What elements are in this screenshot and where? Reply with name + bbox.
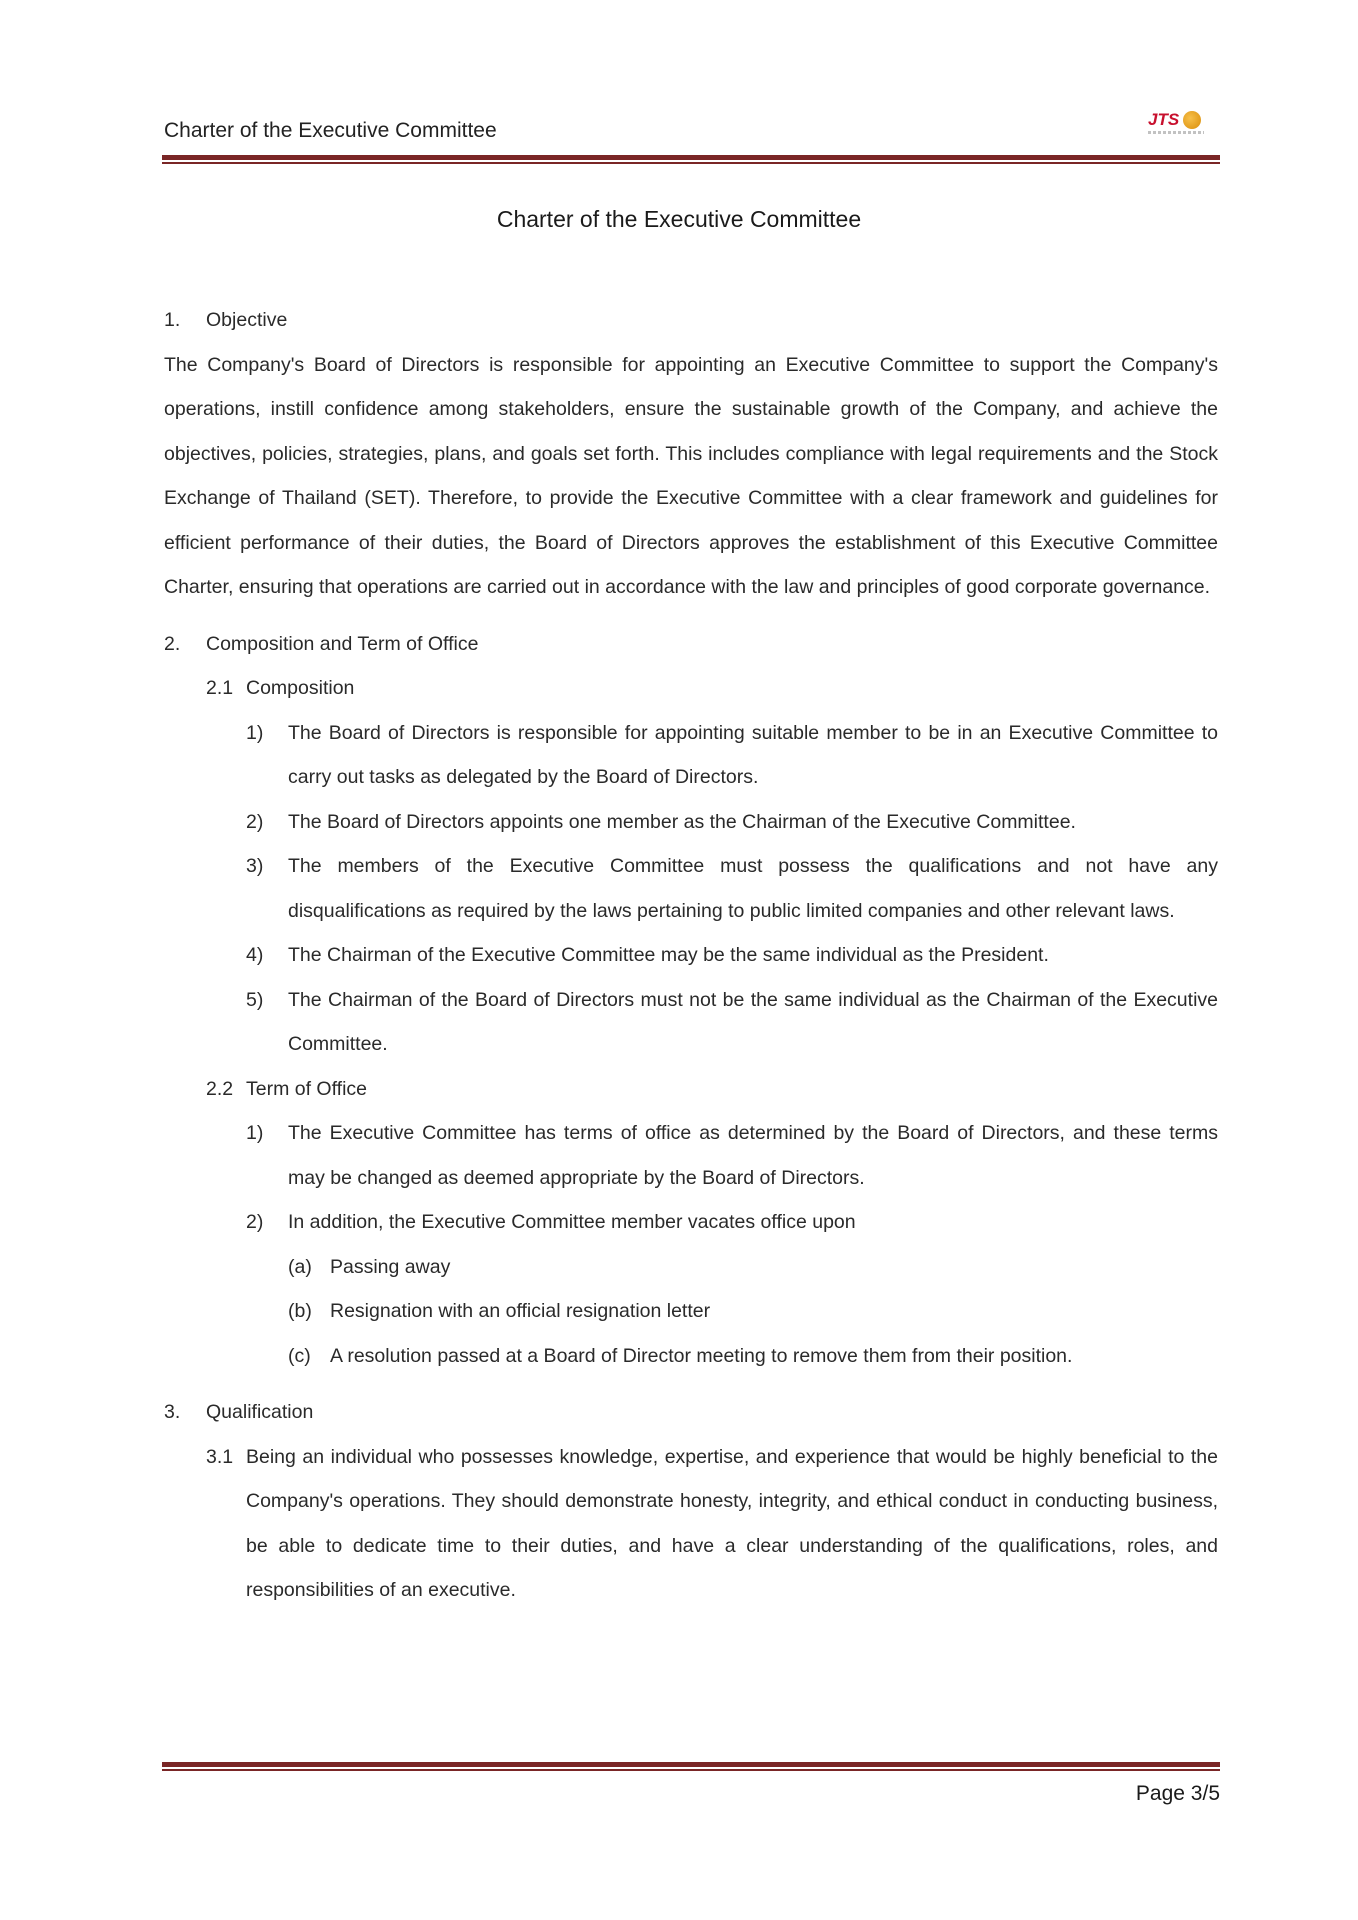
list-item-text: In addition, the Executive Committee member vacates office upon [288, 1211, 856, 1233]
list-item-text: The Executive Committee has terms of office as determined by the Board of Directors, and these terms may be changed as deemed appropriate by the Board of Directors. [288, 1122, 1218, 1189]
subsection-heading [206, 666, 1218, 711]
logo-text: JTS [1148, 110, 1180, 129]
logo-emblem-icon [1183, 111, 1201, 129]
list-item-text: The Chairman of the Executive Committee may be the same individual as the President. [288, 944, 1049, 966]
subsection-composition [206, 666, 1218, 711]
list-item-number: 2) [246, 810, 264, 833]
section-objective [164, 298, 1218, 610]
document-body [164, 298, 1218, 1625]
nested-list-item-text: Resignation with an official resignation letter [330, 1300, 711, 1322]
header-rule [162, 155, 1220, 164]
section-title: Objective [206, 309, 288, 331]
list-item-number: 2) [246, 1211, 264, 1233]
subsection-number: 2.2 [206, 1077, 234, 1100]
list-item-number: 4) [246, 944, 264, 966]
list-item [246, 933, 1218, 978]
nested-list-item-letter: (a) [288, 1255, 312, 1278]
section-number: 2. [164, 632, 181, 655]
section-number: 3. [164, 1401, 181, 1423]
nested-list-item [288, 1334, 1218, 1379]
nested-list-item-text: Passing away [330, 1255, 451, 1278]
list-item-number: 1) [246, 721, 264, 744]
qualification-item [206, 1435, 1218, 1613]
subsection-term-of-office [206, 1067, 1218, 1112]
list-item [246, 711, 1218, 800]
list-item-number: 3) [246, 855, 264, 877]
list-item-number: 1) [246, 1122, 264, 1144]
footer-rule [162, 1762, 1220, 1771]
section-title: Qualification [206, 1401, 314, 1423]
list-item [246, 1200, 1218, 1245]
nested-list-item-letter: (c) [288, 1344, 311, 1367]
qualification-number: 3.1 [206, 1445, 234, 1468]
list-item-text: The Board of Directors appoints one member as the Chairman of the Executive Committee. [288, 810, 1076, 833]
section-paragraph: The Company's Board of Directors is responsible for appointing an Executive Committee to support the Company's operations, instill confidence among stakeholders, ensure the sustainable growth of the Company, and achieve the objectives, policies, strategies, plans, and goals set forth. This includes compliance with legal requirements and the Stock Exchange of Thailand (SET). Therefore, to provide the Executive Committee with a clear framework and guidelines for efficient performance of their duties, the Board of Directors approves the establishment of this Executive Committee Charter, ensuring that operations are carried out in accordance with the law and principles of good corporate governance. [164, 353, 1218, 598]
section-number: 1. [164, 309, 181, 331]
nested-list-item [288, 1289, 1218, 1334]
logo-tagline-graphic [1148, 131, 1204, 134]
qualification-text: Being an individual who possesses knowledge, expertise, and experience that would be highly beneficial to the Company's operations. They should demonstrate honesty, integrity, and ethical conduct in conducting business, be able to dedicate time to their duties, and have a clear understanding of the qualifications, roles, and responsibilities of an executive. [246, 1445, 1218, 1601]
list-item-number: 5) [246, 988, 264, 1011]
subsection-title: Composition [246, 677, 355, 699]
subsection-title: Term of Office [246, 1077, 368, 1100]
list-item [246, 1111, 1218, 1200]
section-composition-term [164, 622, 1218, 1379]
list-item [246, 844, 1218, 933]
document-title: Charter of the Executive Committee [496, 206, 862, 232]
subsection-number: 2.1 [206, 677, 234, 699]
section-heading [164, 1390, 1218, 1435]
section-heading [164, 622, 1218, 667]
nested-list-item-letter: (b) [288, 1300, 312, 1322]
section-qualification [164, 1390, 1218, 1613]
list-item [246, 978, 1218, 1067]
subsection-heading [206, 1067, 1218, 1112]
header-title: Charter of the Executive Committee [164, 119, 497, 142]
list-item-text: The Board of Directors is responsible for appointing suitable member to be in an Executive Committee to carry out tasks as delegated by the Board of Directors. [288, 721, 1218, 788]
page-number: Page 3/5 [1135, 1782, 1220, 1805]
list-item-text: The members of the Executive Committee must possess the qualifications and not have any disqualifications as required by the laws pertaining to public limited companies and other relevant laws. [288, 855, 1218, 922]
section-heading [164, 298, 1218, 343]
section-title: Composition and Term of Office [206, 632, 479, 655]
list-item [246, 800, 1218, 845]
nested-list-item [288, 1245, 1218, 1290]
list-item-text: The Chairman of the Board of Directors must not be the same individual as the Chairman of the Executive Committee. [288, 988, 1218, 1055]
company-logo [1148, 110, 1206, 140]
nested-list-item-text: A resolution passed at a Board of Director meeting to remove them from their position. [330, 1344, 1073, 1367]
